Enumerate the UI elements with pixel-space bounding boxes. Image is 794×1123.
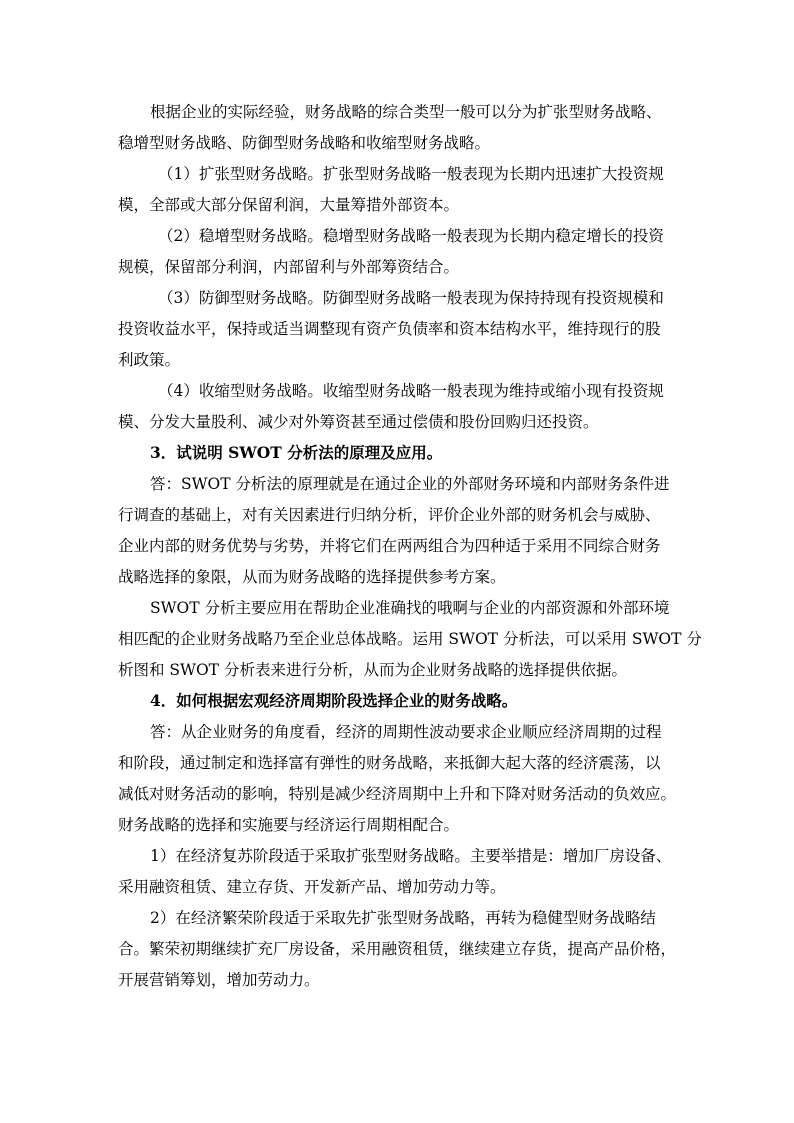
body-text-line: 答：从企业财务的角度看，经济的周期性波动要求企业顺应经济周期的过程 bbox=[150, 723, 662, 741]
body-text-line: 行调查的基础上，对有关因素进行归纳分析，评价企业外部的财务机会与威胁、 bbox=[118, 506, 661, 524]
body-text-line: 答：SWOT 分析法的原理就是在通过企业的外部财务环境和内部财务条件进 bbox=[150, 475, 670, 493]
body-text-line: 根据企业的实际经验，财务战略的综合类型一般可以分为扩张型财务战略、 bbox=[150, 103, 662, 121]
body-text-line: 和阶段，通过制定和选择富有弹性的财务战略，来抵御大起大落的经济震荡，以 bbox=[118, 754, 661, 772]
body-text-line: 战略选择的象限，从而为财务战略的选择提供参考方案。 bbox=[118, 568, 506, 586]
body-text-line: （1）扩张型财务战略。扩张型财务战略一般表现为长期内迅速扩大投资规 bbox=[158, 165, 664, 183]
body-text-line: 减低对财务活动的影响，特别是减少经济周期中上升和下降对财务活动的负效应。 bbox=[118, 785, 677, 803]
body-text-line: 析图和 SWOT 分析表来进行分析，从而为企业财务战略的选择提供依据。 bbox=[118, 661, 627, 679]
body-text-line: 财务战略的选择和实施要与经济运行周期相配合。 bbox=[118, 816, 460, 834]
body-text-line: 采用融资租赁、建立存货、开发新产品、增加劳动力等。 bbox=[118, 878, 506, 896]
body-text-line: 稳增型财务战略、防御型财务战略和收缩型财务战略。 bbox=[118, 134, 491, 152]
body-text-line: 相匹配的企业财务战略乃至企业总体战略。运用 SWOT 分析法，可以采用 SWOT 分 bbox=[118, 630, 702, 648]
body-text-line: （4）收缩型财务战略。收缩型财务战略一般表现为维持或缩小现有投资规 bbox=[158, 382, 664, 400]
body-text-line: 规模，保留部分利润，内部留利与外部筹资结合。 bbox=[118, 258, 460, 276]
body-text-line: 投资收益水平，保持或适当调整现有资产负债率和资本结构水平，维持现行的股 bbox=[118, 320, 661, 338]
body-text-line: 1）在经济复苏阶段适于采取扩张型财务战略。主要举措是：增加厂房设备、 bbox=[150, 847, 672, 865]
body-text-line: 2）在经济繁荣阶段适于采取先扩张型财务战略，再转为稳健型财务战略结 bbox=[150, 909, 656, 927]
body-text-line: 企业内部的财务优势与劣势，并将它们在两两组合为四种适于采用不同综合财务 bbox=[118, 537, 661, 555]
body-text-line: 合。繁荣初期继续扩充厂房设备，采用融资租赁，继续建立存货，提高产品价格， bbox=[118, 940, 677, 958]
body-text-line: 模，全部或大部分保留利润，大量筹措外部资本。 bbox=[118, 196, 460, 214]
body-text-line: 利政策。 bbox=[118, 351, 181, 369]
body-text-line: 模、分发大量股利、减少对外筹资甚至通过偿债和股份回购归还投资。 bbox=[118, 413, 599, 431]
body-text-line: （2）稳增型财务战略。稳增型财务战略一般表现为长期内稳定增长的投资 bbox=[158, 227, 664, 245]
body-text-line: 开展营销筹划，增加劳动力。 bbox=[118, 971, 320, 989]
question-heading-line: 3．试说明 SWOT 分析法的原理及应用。 bbox=[150, 443, 443, 462]
question-heading-line: 4．如何根据宏观经济周期阶段选择企业的财务战略。 bbox=[150, 691, 518, 710]
body-text-line: （3）防御型财务战略。防御型财务战略一般表现为保持持现有投资规模和 bbox=[158, 289, 664, 307]
body-text-line: SWOT 分析主要应用在帮助企业准确找的哦啊与企业的内部资源和外部环境 bbox=[150, 599, 670, 617]
